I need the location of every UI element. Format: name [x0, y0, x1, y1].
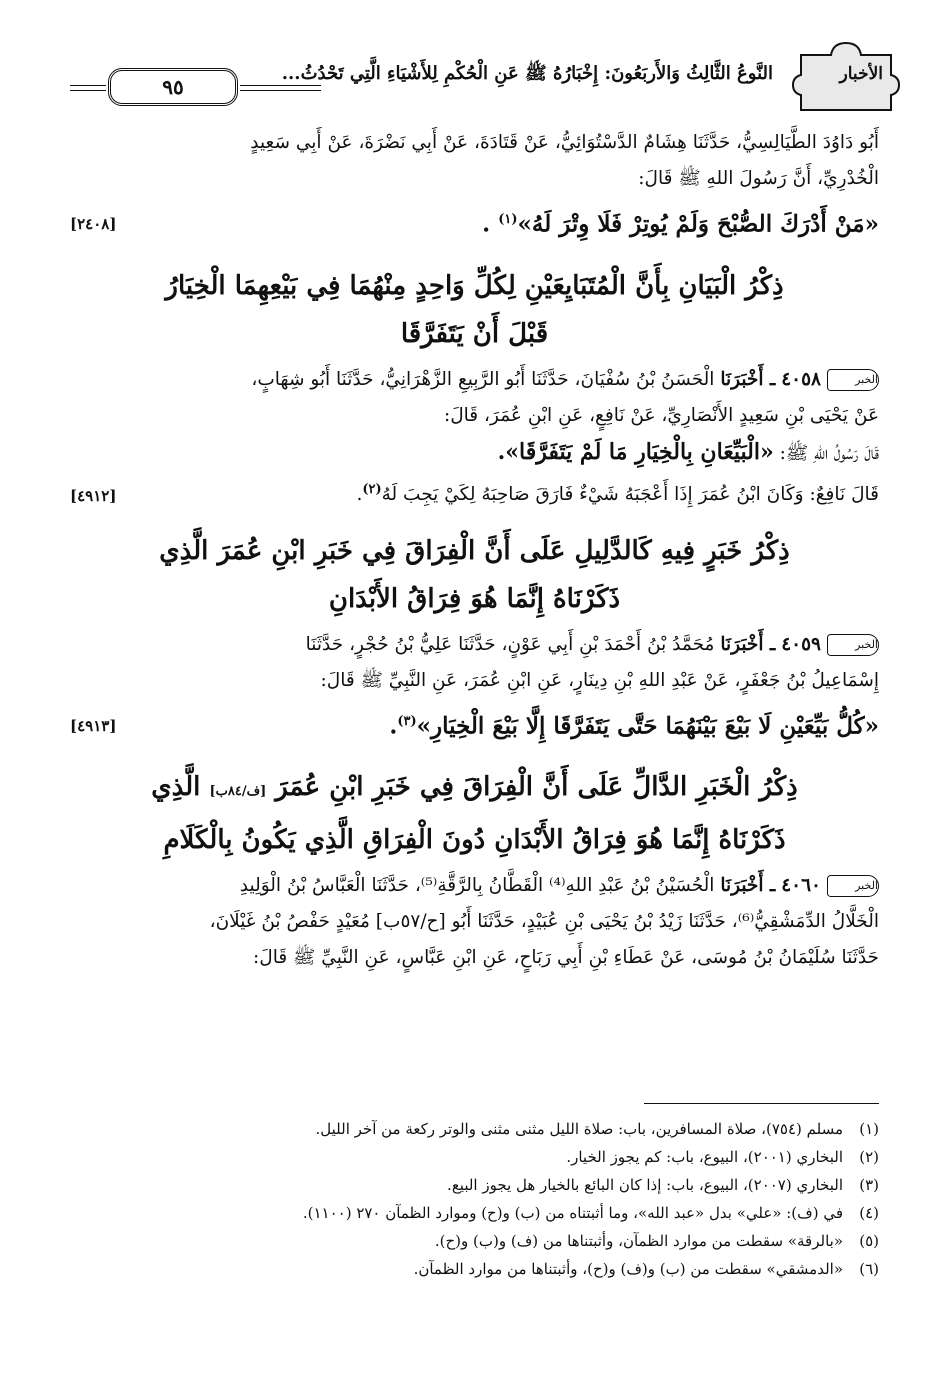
isnad-text: الْحَسَنُ بْنُ سُفْيَانَ، حَدَّثَنَا أَبُو الرَّبِيعِ الزَّهْرَانِيُّ، حَدَّثَنَا أَبُو شِهَابٍ، — [251, 368, 715, 390]
page-header — [70, 40, 901, 115]
khabar-icon: الخبر — [827, 875, 879, 897]
note-text: قَالَ نَافِعٌ: وَكَانَ ابْنُ عُمَرَ إِذَا أَعْجَبَهُ شَيْءٌ فَارَقَ صَاحِبَهُ لِكَيْ يَجِبَ لَهُ — [381, 483, 879, 505]
footnote: (٣)البخاري (٢٠٠٧)، البيوع، باب: إذا كان البائع بالخيار هل يجوز البيع. — [447, 1176, 879, 1194]
heading-line: ذِكْرُ خَبَرٍ فِيهِ كَالدَّلِيلِ عَلَى أَنَّ الْفِرَاقَ فِي خَبَرِ ابْنِ عُمَرَ الَّذِي — [159, 535, 790, 566]
section-heading — [70, 527, 879, 623]
akhbarana-label: ـ أَخْبَرَنَا — [720, 368, 776, 390]
footnotes — [70, 1115, 879, 1283]
footnote: (٢)البخاري (٢٠٠١)، البيوع، باب: كم يجوز الخيار. — [566, 1148, 879, 1166]
akhbarana-label: ـ أَخْبَرَنَا — [720, 875, 776, 897]
heading-line: ذِكْرُ الْبَيَانِ بِأَنَّ الْمُتَبَايِعَيْنِ لِكُلِّ وَاحِدٍ مِنْهُمَا فِي بَيْعِهِمَا الْخِيَارُ — [165, 270, 784, 301]
intro-line: الْخُدْرِيِّ، أَنَّ رَسُولَ اللهِ ﷺ قَالَ: — [638, 168, 879, 189]
hadith-quote: «كُلُّ بَيِّعَيْنِ لَا بَيْعَ بَيْنَهُمَا حَتَّى يَتَفَرَّقَا إِلَّا بَيْعَ الْخِيَارِ»$^{(٣)}$. [٤٩١٣] — [70, 699, 879, 750]
hadith-line: إِسْمَاعِيلُ بْنُ جَعْفَرٍ، عَنْ عَبْدِ اللهِ بْنِ دِينَارٍ، عَنِ ابْنِ عُمَرَ، عَنِ النَّبِيِّ ﷺ قَالَ: — [320, 669, 879, 691]
hadith-line — [70, 362, 879, 398]
hadith-line: قَالَ نَافِعٌ: وَكَانَ ابْنُ عُمَرَ إِذَا أَعْجَبَهُ شَيْءٌ فَارَقَ صَاحِبَهُ لِكَيْ يَجِبَ لَهُ$^{(٢)}$. [٤٩١٢] — [70, 472, 879, 513]
heading-line: ذَكَرْنَاهُ إِنَّمَا هُوَ فِرَاقُ الأَبْدَانِ دُونَ الْفِرَاقِ الَّذِي يَكُونُ بِالْكَلَامِ — [163, 825, 786, 856]
header-rule — [240, 85, 321, 91]
akhbarana-label: ـ أَخْبَرَنَا — [720, 633, 776, 655]
footnote-mark: (١) — [498, 212, 518, 227]
heading-line: ذِكْرُ الْخَبَرِ الدَّالِّ عَلَى أَنَّ الْفِرَاقَ فِي خَبَرِ ابْنِ عُمَرَ [ف/٨٤ب] الَّذِي — [151, 772, 798, 803]
hadith-line: الْخَلَّالُ الدِّمَشْقِيُّ⁽⁶⁾، حَدَّثَنَا زَيْدُ بْنُ يَحْيَى بْنِ عُبَيْدٍ، حَدَّثَنَا أَبُو [ح/٥٧ب] مُعَيْدٍ حَفْصُ بْنُ غَيْلَانَ، — [209, 911, 879, 933]
footnote: (٥)«بالرقة» سقطت من موارد الظمآن، وأثبتناها من (ف) و(ب) و(ح). — [434, 1232, 879, 1250]
hadith-line — [70, 434, 879, 472]
main-text — [70, 125, 879, 976]
footnote-mark: (٢) — [362, 481, 382, 497]
heading-line: ذَكَرْنَاهُ إِنَّمَا هُوَ فِرَاقُ الأَبْدَانِ — [328, 583, 621, 614]
hadith-line — [70, 627, 879, 663]
hadith-reference: [٤٩١٢] — [70, 486, 117, 505]
hadith-number: ٤٠٥٩ — [781, 633, 821, 655]
footnote-divider — [644, 1103, 879, 1104]
section-heading — [70, 763, 879, 864]
quote-text: «كُلُّ بَيِّعَيْنِ لَا بَيْعَ بَيْنَهُمَا حَتَّى يَتَفَرَّقَا إِلَّا بَيْعَ الْخِيَارِ» — [416, 712, 879, 740]
footnote: (١)مسلم (٧٥٤)، صلاة المسافرين، باب: صلاة الليل مثنى مثنى والوتر ركعة من آخر الليل. — [315, 1120, 879, 1138]
section-heading — [70, 262, 879, 358]
hadith-line: عَنْ يَحْيَى بْنِ سَعِيدٍ الأَنْصَارِيِّ، عَنْ نَافِعٍ، عَنِ ابْنِ عُمَرَ، قَالَ: — [443, 404, 879, 426]
header-rule-left — [70, 85, 106, 91]
section-label: الأخبار — [839, 64, 883, 84]
khabar-icon: الخبر — [827, 369, 879, 391]
footnote: (٤)في (ف): «علي» بدل «عبد الله»، وما أثبتناه من (ب) و(ح) وموارد الظمآن ٢٧٠ (١١٠٠). — [302, 1204, 879, 1222]
hadith-quote: «مَنْ أَدْرَكَ الصُّبْحَ وَلَمْ يُوتِرْ فَلَا وِتْرَ لَهُ»$^{(١)}$ . [٢٤٠٨] — [70, 197, 879, 248]
footnote: (٦)«الدمشقي» سقطت من (ب) و(ف) و(ح)، وأثبتناها من موارد الظمآن. — [413, 1260, 879, 1278]
matn-prefix: قَالَ رَسُولُ اللهِ ﷺ: — [779, 442, 879, 464]
heading-line: قَبْلَ أَنْ يَتَفَرَّقَا — [400, 318, 549, 349]
footnote-mark: (٣) — [397, 713, 417, 729]
running-title: النَّوعُ الثَّالِثُ وَالأَربَعُونَ: إِخْبَارُهُ ﷺ عَنِ الْحُكْمِ لِلأَشْيَاءِ الَّتِي تَحْدُثُ... — [281, 63, 773, 84]
hadith-reference: [٢٤٠٨] — [70, 215, 117, 233]
matn-quote: «الْبَيِّعَانِ بِالْخِيَارِ مَا لَمْ يَتَفَرَّقَا». — [497, 438, 774, 465]
intro-line: أَبُو دَاوُدَ الطَّيَالِسِيُّ، حَدَّثَنَا هِشَامٌ الدَّسْتُوَائِيُّ، عَنْ قَتَادَةَ، عَنْ أَبِي نَضْرَةَ، عَنْ أَبِي سَعِيدٍ — [250, 132, 879, 153]
hadith-line — [70, 868, 879, 904]
isnad-text: مُحَمَّدُ بْنُ أَحْمَدَ بْنِ أَبِي عَوْنٍ، حَدَّثَنَا عَلِيُّ بْنُ حُجْرٍ، حَدَّثَنَا — [305, 633, 715, 655]
isnad-text: الْحُسَيْنُ بْنُ عَبْدِ اللهِ⁽⁴⁾ الْقَطَّانُ بِالرَّقَّةِ⁽⁵⁾، حَدَّثَنَا الْعَبَّاسُ بْنُ الْوَلِيدِ — [239, 875, 715, 897]
quote-text: «مَنْ أَدْرَكَ الصُّبْحَ وَلَمْ يُوتِرْ فَلَا وِتْرَ لَهُ» — [517, 210, 879, 238]
hadith-reference: [٤٩١٣] — [70, 716, 117, 735]
khabar-icon: الخبر — [827, 634, 879, 656]
page-number: ٩٥ — [108, 68, 238, 106]
hadith-number: ٤٠٥٨ — [781, 368, 821, 390]
manuscript-mark: [ف/٨٤ب] — [209, 784, 267, 800]
hadith-line: حَدَّثَنَا سُلَيْمَانُ بْنُ مُوسَى، عَنْ عَطَاءِ بْنِ أَبِي رَبَاحٍ، عَنِ ابْنِ عَبَّاسٍ، عَنِ النَّبِيِّ ﷺ قَالَ: — [253, 947, 879, 969]
hadith-number: ٤٠٦٠ — [781, 875, 821, 897]
